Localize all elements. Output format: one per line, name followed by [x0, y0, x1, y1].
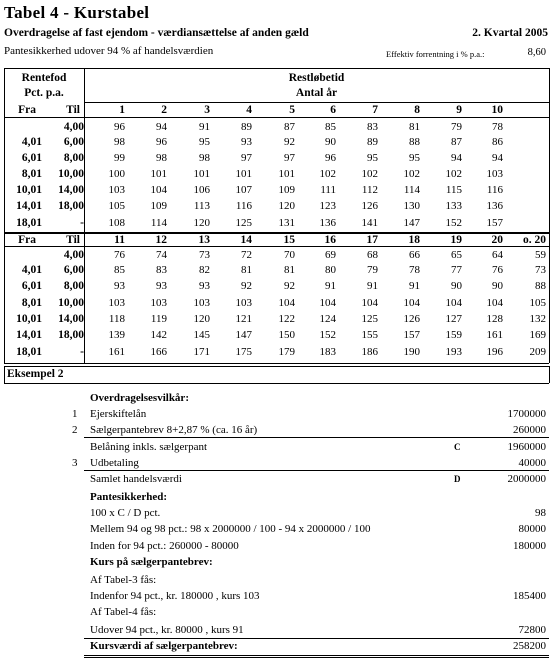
example-line-text: Udbetaling	[90, 457, 139, 469]
kurs-value: 74	[156, 249, 167, 261]
kurs-value: 81	[284, 264, 295, 276]
example-line-text: Belåning inkls. sælgerpant	[90, 441, 208, 453]
line-value: 2000000	[507, 473, 546, 485]
kurs-value: 116	[235, 200, 252, 212]
rate-to: 18,00	[58, 329, 84, 341]
kurs-value: 171	[193, 346, 210, 358]
kurs-value: 59	[535, 249, 546, 261]
kurs-value: 161	[108, 346, 125, 358]
subtitle: Overdragelse af fast ejendom - værdiansættelse af anden gæld	[4, 27, 309, 39]
kurs-value: 150	[278, 329, 295, 341]
year-col-header: 14	[240, 234, 252, 246]
kurs-value: 66	[409, 249, 420, 261]
kurs-value: 147	[403, 217, 420, 229]
rate-to: 14,00	[58, 184, 84, 196]
year-col-header: 12	[155, 234, 167, 246]
kurs-value: 120	[193, 217, 210, 229]
kurs-value: 102	[361, 168, 378, 180]
rate-to: 18,00	[58, 200, 84, 212]
rate-to: 4,00	[63, 249, 84, 261]
pantesikkerhed-note: Pantesikkerhed udover 94 % af handelsværdien	[4, 45, 214, 57]
kurs-value: 79	[451, 121, 462, 133]
kurs-value: 94	[492, 152, 503, 164]
example-line-text: Pantesikkerhed:	[90, 491, 167, 503]
rate-from: 14,01	[16, 200, 42, 212]
kurs-value: 125	[235, 217, 252, 229]
kurs-value: 94	[156, 121, 167, 133]
kurs-value: 113	[193, 200, 210, 212]
kurs-value: 72	[241, 249, 252, 261]
kurs-value: 101	[235, 168, 252, 180]
kurs-value: 147	[235, 329, 252, 341]
rate-value: 8,60	[527, 47, 546, 58]
line-number: 3	[72, 457, 78, 469]
rate-to: 14,00	[58, 313, 84, 325]
example-line-text: Af Tabel-3 fås:	[90, 574, 157, 586]
line-value: 98	[535, 507, 546, 519]
kurs-value: 111	[320, 184, 336, 196]
year-col-header: 17	[366, 234, 378, 246]
kurs-value: 152	[445, 217, 462, 229]
kurs-value: 109	[278, 184, 295, 196]
kurs-value: 186	[361, 346, 378, 358]
year-col-header: 2	[161, 104, 167, 116]
kurs-value: 119	[150, 313, 167, 325]
kurs-value: 127	[445, 313, 462, 325]
kurs-value: 64	[492, 249, 503, 261]
kurs-value: 83	[156, 264, 167, 276]
year-col-header: 5	[289, 104, 295, 116]
kurs-value: 95	[199, 136, 210, 148]
kurs-value: 109	[150, 200, 167, 212]
kurs-value: 126	[403, 313, 420, 325]
rule-final-2	[84, 657, 549, 658]
kurs-value: 81	[409, 121, 420, 133]
table-border-left	[4, 68, 5, 363]
kurs-value: 73	[199, 249, 210, 261]
rate-from: 4,01	[21, 136, 42, 148]
kurs-value: 190	[403, 346, 420, 358]
kurs-value: 65	[451, 249, 462, 261]
kurs-value: 91	[367, 280, 378, 292]
line-value: 260000	[513, 424, 546, 436]
table-border-right	[549, 68, 550, 363]
year-col-header: 1	[119, 104, 125, 116]
kurs-value: 98	[156, 152, 167, 164]
rate-from	[8, 120, 42, 135]
kurs-value: 104	[319, 297, 336, 309]
rate-from	[8, 248, 42, 263]
kurs-value: 90	[325, 136, 336, 148]
kurs-value: 132	[529, 313, 546, 325]
rate-to: 8,00	[63, 152, 84, 164]
kurs-value: 120	[278, 200, 295, 212]
kurs-value: 152	[319, 329, 336, 341]
kurs-value: 92	[241, 280, 252, 292]
rate-from: 8,01	[21, 168, 42, 180]
pct-label: Pct. p.a.	[24, 87, 64, 99]
kurs-value: 196	[486, 346, 503, 358]
example-line-text: Indenfor 94 pct., kr. 180000 , kurs 103	[90, 590, 260, 602]
kurs-value: 91	[325, 280, 336, 292]
quarter-label: 2. Kvartal 2005	[472, 27, 548, 39]
antal-label: Antal år	[295, 87, 338, 99]
kurs-value: 88	[409, 136, 420, 148]
example-box-bottom	[4, 383, 549, 384]
kurs-value: 120	[193, 313, 210, 325]
kurs-value: 157	[403, 329, 420, 341]
kurs-value: 98	[199, 152, 210, 164]
kurs-value: 161	[486, 329, 503, 341]
column-divider	[84, 68, 85, 363]
kurs-value: 108	[108, 217, 125, 229]
til-label: Til	[66, 234, 80, 246]
rate-label: Effektiv forrentning i % p.a.:	[386, 49, 485, 59]
year-col-header: 11	[114, 234, 125, 246]
line-value: 1960000	[507, 441, 546, 453]
kurs-value: 159	[445, 329, 462, 341]
til-label: Til	[66, 104, 80, 116]
kurs-value: 103	[150, 297, 167, 309]
kurs-value: 175	[235, 346, 252, 358]
fra-label: Fra	[18, 234, 36, 246]
kurs-value: 87	[284, 121, 295, 133]
line-value: 1700000	[507, 408, 546, 420]
kurs-value: 85	[325, 121, 336, 133]
kurs-value: 133	[445, 200, 462, 212]
year-col-header: 8	[414, 104, 420, 116]
kurs-value: 142	[150, 329, 167, 341]
kurs-value: 130	[403, 200, 420, 212]
kurs-value: 104	[486, 297, 503, 309]
kurs-value: 73	[535, 264, 546, 276]
kurs-value: 145	[193, 329, 210, 341]
rate-to: 6,00	[63, 136, 84, 148]
kurs-value: 114	[150, 217, 167, 229]
kurs-value: 112	[361, 184, 378, 196]
kurs-value: 103	[193, 297, 210, 309]
example-box-right	[549, 366, 550, 383]
rate-to: 6,00	[63, 264, 84, 276]
year-col-header: 15	[283, 234, 295, 246]
rate-to: 8,00	[63, 280, 84, 292]
rate-to: -	[80, 217, 84, 229]
line-value: 72800	[518, 624, 546, 636]
example-line-text: Af Tabel-4 fås:	[90, 606, 157, 618]
kurs-value: 83	[367, 121, 378, 133]
example-line-text: Ejerskiftelån	[90, 408, 147, 420]
year-col-header: 3	[204, 104, 210, 116]
kurs-value: 139	[108, 329, 125, 341]
kurs-value: 102	[403, 168, 420, 180]
kurs-value: 104	[403, 297, 420, 309]
rate-to: 10,00	[58, 168, 84, 180]
line-value: 40000	[518, 457, 546, 469]
kurs-value: 93	[199, 280, 210, 292]
kurs-value: 104	[150, 184, 167, 196]
example-line-text: Samlet handelsværdi	[90, 473, 182, 485]
kurs-value: 76	[114, 249, 125, 261]
kurs-value: 121	[235, 313, 252, 325]
year-col-header: 7	[372, 104, 378, 116]
kurs-value: 96	[156, 136, 167, 148]
line-letter: D	[454, 474, 461, 484]
example-line-text: Udover 94 pct., kr. 80000 , kurs 91	[90, 624, 244, 636]
kurs-value: 125	[361, 313, 378, 325]
kurs-value: 105	[529, 297, 546, 309]
line-value: 180000	[513, 540, 546, 552]
kurs-value: 136	[319, 217, 336, 229]
line-number: 1	[72, 408, 78, 420]
rate-to: 10,00	[58, 297, 84, 309]
kurs-value: 169	[529, 329, 546, 341]
rate-from: 8,01	[21, 297, 42, 309]
kurs-value: 106	[193, 184, 210, 196]
kurs-value: 118	[108, 313, 125, 325]
kurs-value: 96	[325, 152, 336, 164]
rate-from: 6,01	[21, 280, 42, 292]
table-border-bottom	[4, 363, 549, 364]
kurs-value: 155	[361, 329, 378, 341]
line-value: 80000	[518, 523, 546, 535]
kurs-value: 97	[284, 152, 295, 164]
rate-from: 18,01	[16, 346, 42, 358]
year-col-header: 20	[491, 234, 503, 246]
kurs-value: 81	[241, 264, 252, 276]
rate-from: 4,01	[21, 264, 42, 276]
kurs-value: 103	[486, 168, 503, 180]
example-line-text: Kursværdi af sælgerpantebrev:	[90, 640, 238, 652]
kurs-value: 82	[199, 264, 210, 276]
example-box-left	[4, 366, 5, 383]
kurs-value: 90	[492, 280, 503, 292]
kurs-value: 123	[319, 200, 336, 212]
kurs-value: 88	[535, 280, 546, 292]
year-col-header: 18	[408, 234, 420, 246]
page-title: Tabel 4 - Kurstabel	[4, 3, 150, 22]
rate-from: 10,01	[16, 313, 42, 325]
line-number: 2	[72, 424, 78, 436]
kurs-value: 77	[451, 264, 462, 276]
kurs-value: 103	[108, 184, 125, 196]
year-col-header: 19	[450, 234, 462, 246]
kurs-value: 101	[150, 168, 167, 180]
kurs-value: 93	[241, 136, 252, 148]
kurs-value: 89	[241, 121, 252, 133]
kurs-value: 99	[114, 152, 125, 164]
rate-from: 10,01	[16, 184, 42, 196]
rate-to: -	[80, 346, 84, 358]
line-letter: C	[454, 442, 461, 452]
kurs-value: 104	[361, 297, 378, 309]
kurs-value: 92	[284, 280, 295, 292]
kurs-value: 122	[278, 313, 295, 325]
kurs-value: 78	[492, 121, 503, 133]
rentefod-label: Rentefod	[21, 72, 67, 84]
rule-after-udbetaling	[84, 470, 549, 471]
kurs-value: 128	[486, 313, 503, 325]
example-line-text: Inden for 94 pct.: 260000 - 80000	[90, 540, 239, 552]
example-line-text: Sælgerpantebrev 8+2,87 % (ca. 16 år)	[90, 424, 258, 436]
kurs-value: 116	[486, 184, 503, 196]
kurs-value: 68	[367, 249, 378, 261]
kurs-value: 114	[403, 184, 420, 196]
year-col-header: o. 20	[523, 234, 546, 246]
rate-to: 4,00	[63, 121, 84, 133]
kurs-value: 115	[445, 184, 462, 196]
kurs-value: 92	[284, 136, 295, 148]
kurs-value: 90	[451, 280, 462, 292]
rate-from: 6,01	[21, 152, 42, 164]
kurs-value: 76	[492, 264, 503, 276]
kurs-value: 87	[451, 136, 462, 148]
kurs-value: 193	[445, 346, 462, 358]
line-value: 258200	[513, 640, 546, 652]
kurs-value: 157	[486, 217, 503, 229]
kurs-value: 179	[278, 346, 295, 358]
example-line-text: 100 x C / D pct.	[90, 507, 161, 519]
kurs-value: 94	[451, 152, 462, 164]
example-box-top	[4, 366, 549, 367]
kurs-value: 136	[486, 200, 503, 212]
kurs-value: 98	[114, 136, 125, 148]
example-line-text: Overdragelsesvilkår:	[90, 392, 189, 404]
kurs-value: 100	[108, 168, 125, 180]
kurs-value: 102	[319, 168, 336, 180]
kurs-value: 79	[367, 264, 378, 276]
block1-header-rule	[4, 117, 549, 118]
kurs-value: 93	[156, 280, 167, 292]
kurs-value: 101	[278, 168, 295, 180]
kurs-value: 183	[319, 346, 336, 358]
example-line-text: Mellem 94 og 98 pct.: 98 x 2000000 / 100 - 94 x 2000000 / 100	[90, 523, 371, 535]
line-value: 185400	[513, 590, 546, 602]
kurs-value: 69	[325, 249, 336, 261]
kurs-value: 95	[409, 152, 420, 164]
kurs-value: 102	[445, 168, 462, 180]
kurs-value: 95	[367, 152, 378, 164]
kurs-value: 105	[108, 200, 125, 212]
year-col-header: 4	[246, 104, 252, 116]
kurs-value: 126	[361, 200, 378, 212]
kurs-value: 103	[235, 297, 252, 309]
kurs-value: 70	[284, 249, 295, 261]
rule-final	[84, 655, 549, 656]
kurs-value: 78	[409, 264, 420, 276]
kurs-value: 104	[445, 297, 462, 309]
kurs-value: 80	[325, 264, 336, 276]
table-border-top	[4, 68, 549, 69]
kurs-value: 96	[114, 121, 125, 133]
rate-from: 14,01	[16, 329, 42, 341]
year-col-header: 9	[456, 104, 462, 116]
fra-label: Fra	[18, 104, 36, 116]
kurs-value: 103	[108, 297, 125, 309]
kurs-value: 166	[150, 346, 167, 358]
kurs-value: 85	[114, 264, 125, 276]
kurs-value: 101	[193, 168, 210, 180]
example-line-text: Kurs på sælgerpantebrev:	[90, 556, 213, 568]
kurs-value: 107	[235, 184, 252, 196]
kurs-value: 97	[241, 152, 252, 164]
kurs-value: 124	[319, 313, 336, 325]
kurs-value: 131	[278, 217, 295, 229]
kurs-value: 91	[199, 121, 210, 133]
kurs-value: 209	[529, 346, 546, 358]
year-col-header: 13	[198, 234, 210, 246]
rate-from: 18,01	[16, 217, 42, 229]
restloebetid-label: Restløbetid	[288, 72, 345, 84]
example-title: Eksempel 2	[7, 368, 64, 380]
kurs-value: 104	[278, 297, 295, 309]
kurs-value: 86	[492, 136, 503, 148]
kurs-value: 141	[361, 217, 378, 229]
year-col-header: 6	[330, 104, 336, 116]
kurs-value: 93	[114, 280, 125, 292]
year-col-header: 10	[491, 104, 503, 116]
kurs-value: 91	[409, 280, 420, 292]
kurs-value: 89	[367, 136, 378, 148]
year-col-header: 16	[324, 234, 336, 246]
